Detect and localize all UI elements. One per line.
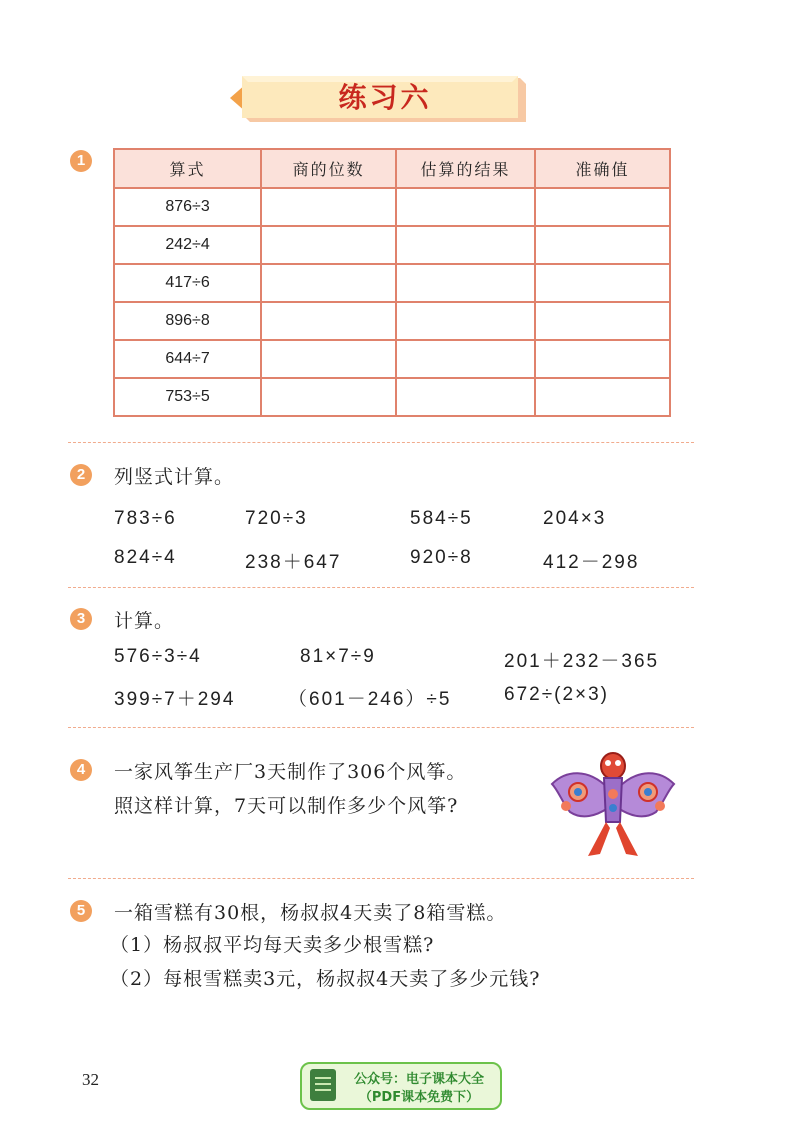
header-exact-value: 准确值 (535, 149, 670, 188)
row-expression: 896÷8 (114, 302, 261, 340)
table-row (114, 264, 670, 302)
title-banner (230, 74, 526, 122)
digits-cell[interactable] (261, 302, 396, 340)
promo-badge (300, 1062, 502, 1110)
digits-cell[interactable] (261, 264, 396, 302)
estimate-cell[interactable] (396, 226, 535, 264)
question-2-prompt: 列竖式计算。 (114, 466, 235, 488)
estimate-cell[interactable] (396, 188, 535, 226)
header-estimate: 估算的结果 (396, 149, 535, 188)
q2-expression: 238＋647 (245, 552, 342, 573)
q2-expression: 920÷8 (410, 547, 473, 568)
q2-expression: 412－298 (543, 552, 640, 573)
table-header-row (114, 149, 670, 188)
question-3-badge: 3 (70, 608, 92, 630)
page-title: 练习六 (338, 81, 432, 114)
digits-cell[interactable] (261, 188, 396, 226)
row-expression: 753÷5 (114, 378, 261, 416)
q3-expression: （601－246）÷5 (288, 689, 452, 710)
q2-expression: 824÷4 (114, 547, 177, 568)
q2-expression: 720÷3 (245, 508, 308, 529)
q2-expression: 584÷5 (410, 508, 473, 529)
digits-cell[interactable] (261, 226, 396, 264)
row-expression: 644÷7 (114, 340, 261, 378)
divider (68, 727, 694, 728)
table-row (114, 340, 670, 378)
question-5-sub-1: （1）杨叔叔平均每天卖多少根雪糕? (110, 934, 435, 956)
estimate-cell[interactable] (396, 302, 535, 340)
question-5-badge: 5 (70, 900, 92, 922)
question-5-line-1: 一箱雪糕有30根，杨叔叔4天卖了8箱雪糕。 (114, 902, 507, 924)
exact-cell[interactable] (535, 378, 670, 416)
header-quotient-digits: 商的位数 (261, 149, 396, 188)
book-icon (310, 1069, 336, 1101)
exact-cell[interactable] (535, 226, 670, 264)
page-number: 32 (82, 1070, 99, 1089)
digits-cell[interactable] (261, 378, 396, 416)
q3-expression: 672÷(2×3) (504, 684, 610, 705)
question-4-line-2: 照这样计算，7天可以制作多少个风筝? (114, 795, 459, 817)
question-3-prompt: 计算。 (114, 610, 175, 632)
divider (68, 878, 694, 879)
q2-expression: 783÷6 (114, 508, 177, 529)
question-4-line-1: 一家风筝生产厂3天制作了306个风筝。 (114, 761, 467, 783)
q2-expression: 204×3 (543, 508, 607, 529)
exact-cell[interactable] (535, 340, 670, 378)
kite-illustration (548, 750, 678, 860)
promo-line-1: 公众号：电子课本大全 (353, 1072, 484, 1087)
exact-cell[interactable] (535, 188, 670, 226)
estimate-cell[interactable] (396, 340, 535, 378)
q3-expression: 576÷3÷4 (114, 646, 202, 667)
estimate-cell[interactable] (396, 264, 535, 302)
q3-expression: 399÷7＋294 (114, 689, 236, 710)
promo-line-2: （PDF课本免费下） (358, 1090, 480, 1105)
table-row (114, 302, 670, 340)
question-4-badge: 4 (70, 759, 92, 781)
table-row (114, 188, 670, 226)
divider (68, 587, 694, 588)
exact-cell[interactable] (535, 264, 670, 302)
exact-cell[interactable] (535, 302, 670, 340)
row-expression: 242÷4 (114, 226, 261, 264)
question-5-sub-2: （2）每根雪糕卖3元，杨叔叔4天卖了多少元钱? (110, 968, 541, 990)
table-row (114, 226, 670, 264)
q3-expression: 81×7÷9 (300, 646, 376, 667)
estimation-table (113, 148, 671, 417)
question-1-badge: 1 (70, 150, 92, 172)
q3-expression: 201＋232－365 (504, 651, 660, 672)
row-expression: 876÷3 (114, 188, 261, 226)
estimate-cell[interactable] (396, 378, 535, 416)
row-expression: 417÷6 (114, 264, 261, 302)
question-2-badge: 2 (70, 464, 92, 486)
header-expression: 算式 (114, 149, 261, 188)
table-row (114, 378, 670, 416)
digits-cell[interactable] (261, 340, 396, 378)
divider (68, 442, 694, 443)
